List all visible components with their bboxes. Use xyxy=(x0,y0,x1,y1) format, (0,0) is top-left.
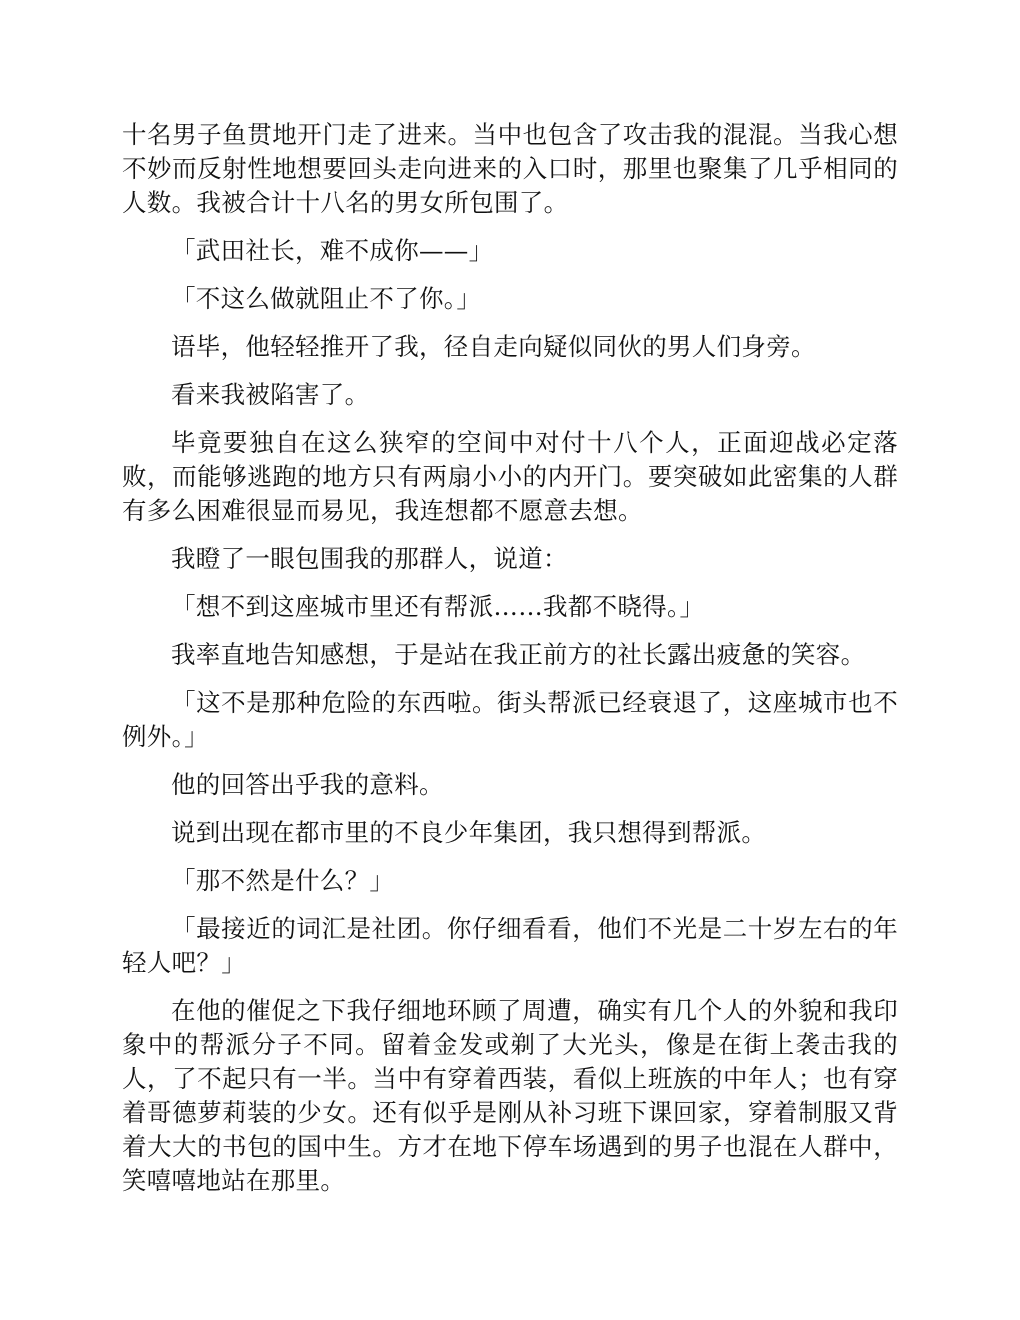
paragraph-11: 他的回答出乎我的意料。 xyxy=(171,770,444,799)
paragraph-10: 「这不是那种危险的东西啦。街头帮派已经衰退了，这座城市也不例外。」 xyxy=(122,688,898,751)
paragraph-6: 毕竟要独自在这么狭窄的空间中对付十八个人，正面迎战必定落败，而能够逃跑的地方只有两扇小小的内开门。要突破如此密集的人群有多么困难很显而易见，我连想都不愿意去想。 xyxy=(122,428,898,525)
paragraph-9: 我率直地告知感想，于是站在我正前方的社长露出疲惫的笑容。 xyxy=(171,640,866,669)
paragraph-12: 说到出现在都市里的不良少年集团，我只想得到帮派。 xyxy=(171,818,767,847)
paragraph-8: 「想不到这座城市里还有帮派……我都不晓得。」 xyxy=(171,592,705,621)
paragraph-7: 我瞪了一眼包围我的那群人，说道： xyxy=(171,544,568,573)
paragraph-1: 十名男子鱼贯地开门走了进来。当中也包含了攻击我的混混。当我心想不妙而反射性地想要回头走向进来的入口时，那里也聚集了几乎相同的人数。我被合计十八名的男女所包围了。 xyxy=(122,120,898,217)
paragraph-3: 「不这么做就阻止不了你。」 xyxy=(171,284,482,313)
paragraph-4: 语毕，他轻轻推开了我，径自走向疑似同伙的男人们身旁。 xyxy=(171,332,816,361)
paragraph-2: 「武田社长，难不成你——」 xyxy=(171,236,494,265)
paragraph-14: 「最接近的词汇是社团。你仔细看看，他们不光是二十岁左右的年轻人吧？」 xyxy=(122,914,898,977)
page-body xyxy=(122,118,898,1212)
paragraph-5: 看来我被陷害了。 xyxy=(171,380,370,409)
paragraph-15: 在他的催促之下我仔细地环顾了周遭，确实有几个人的外貌和我印象中的帮派分子不同。留着金发或剃了大光头，像是在街上袭击我的人，了不起只有一半。当中有穿着西装，看似上班族的中年人；也有穿着哥德萝莉装的少女。还有似乎是刚从补习班下课回家，穿着制服又背着大大的书包的国中生。方才在地下停车场遇到的男子也混在人群中，笑嘻嘻地站在那里。 xyxy=(122,996,898,1195)
paragraph-13: 「那不然是什么？」 xyxy=(171,866,395,895)
